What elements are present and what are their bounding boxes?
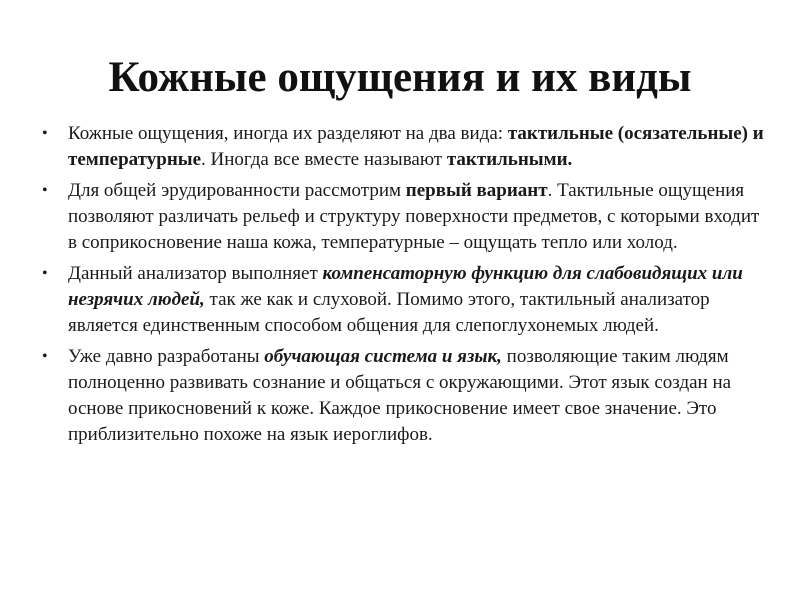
text-segment: Кожные ощущения, иногда их разделяют на два вида: [68, 123, 508, 144]
bullet-item [42, 178, 768, 256]
bullet-icon: • [42, 348, 48, 365]
text-segment: позволяющие таким людям полноценно развивать сознание и общаться с окружающими. Этот язык создан на основе прикосновений к коже. Каждое прикосновение имеет свое значение. Это приблизительно похоже на язык иероглифов. [68, 346, 732, 445]
text-segment: Уже давно разработаны [68, 346, 265, 367]
paragraph-text [68, 123, 764, 170]
bullet-item [42, 344, 768, 448]
bold-italic-text-segment: обучающая система и язык, [264, 346, 502, 367]
bullet-icon: • [42, 182, 48, 199]
bold-italic-text-segment: компенсаторную функцию для слабовидящих или незрячих людей, [68, 263, 743, 310]
paragraph-text [68, 263, 743, 336]
bullet-item [42, 261, 768, 339]
bullet-list [42, 121, 768, 453]
text-segment: так же как и слуховой. Помимо этого, тактильный анализатор является единственным способом общения для слепоглухонемых людей. [68, 289, 710, 336]
bullet-item [42, 121, 768, 173]
text-segment: . Тактильные ощущения позволяют различать рельеф и структуру поверхности предметов, с которыми входит в соприкосновение наша кожа, температурные – ощущать тепло или холод. [68, 180, 760, 253]
text-segment: Для общей эрудированности рассмотрим [68, 180, 406, 201]
paragraph-text [68, 180, 759, 253]
bold-text-segment: первый вариант [405, 180, 548, 201]
bold-text-segment: тактильные (осязательные) и температурные [68, 123, 764, 170]
bullet-icon: • [42, 125, 48, 142]
bold-text-segment: тактильными. [446, 149, 573, 170]
slide-title: Кожные ощущения и их виды [108, 54, 692, 101]
text-segment: . Иногда все вместе называют [201, 149, 447, 170]
paragraph-text [68, 346, 731, 445]
text-segment: Данный анализатор выполняет [68, 263, 323, 284]
bullet-icon: • [42, 265, 48, 282]
